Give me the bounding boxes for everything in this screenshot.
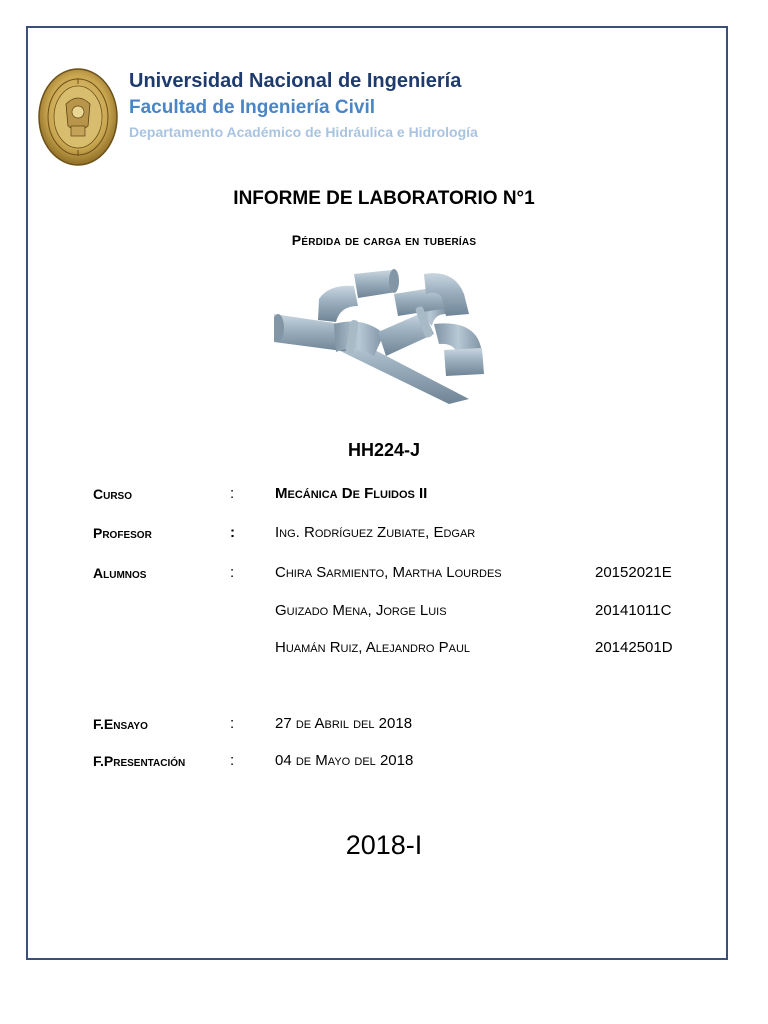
university-seal-icon [38, 68, 118, 166]
course-colon: : [230, 485, 235, 502]
course-code: HH224-J [347, 440, 421, 460]
test-date-colon: : [230, 715, 235, 732]
test-date-value: 27 de Abril del 2018 [275, 715, 413, 732]
university-name: Universidad Nacional de Ingeniería [129, 70, 462, 92]
students-label: Alumnos [93, 565, 147, 581]
test-date-label: F.Ensayo [93, 716, 148, 732]
report-subtitle: Pérdida de carga en tuberías [291, 232, 477, 248]
professor-value: Ing. Rodríguez Zubiate, Edgar [275, 524, 476, 541]
presentation-date-value: 04 de Mayo del 2018 [275, 752, 414, 769]
course-value: Mecánica De Fluidos II [275, 485, 428, 502]
student-name: Chira Sarmiento, Martha Lourdes [275, 564, 502, 581]
students-colon: : [230, 564, 235, 581]
pvc-pipes-image [274, 264, 488, 404]
student-id: 20141011C [595, 602, 672, 619]
student-id: 20152021E [595, 564, 672, 581]
professor-label: Profesor [93, 525, 152, 541]
semester: 2018-I [345, 830, 423, 860]
report-title: INFORME DE LABORATORIO N°1 [233, 188, 535, 209]
student-id: 20142501D [595, 639, 673, 656]
faculty-name: Facultad de Ingeniería Civil [129, 97, 376, 118]
course-label: Curso [93, 486, 133, 502]
student-name: Huamán Ruiz, Alejandro Paul [275, 639, 471, 656]
presentation-date-label: F.Presentación [93, 753, 186, 769]
professor-colon: : [230, 524, 235, 541]
student-name: Guizado Mena, Jorge Luis [275, 602, 447, 619]
presentation-date-colon: : [230, 752, 235, 769]
department-name: Departamento Académico de Hidráulica e Hidrología [129, 124, 478, 140]
